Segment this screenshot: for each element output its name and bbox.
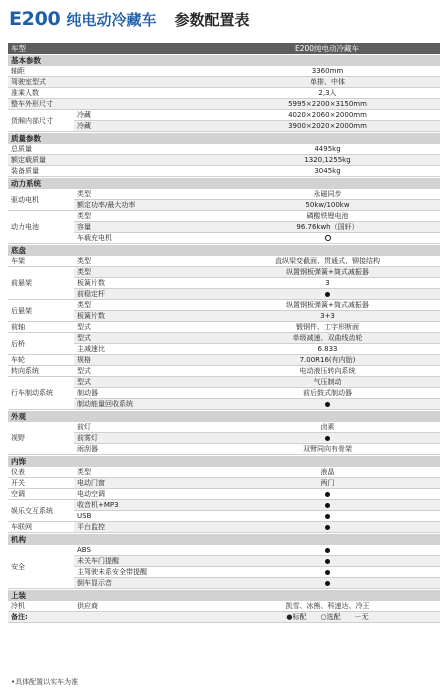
row-label: 制动能量回收系统 xyxy=(77,400,133,408)
group-label: 车架 xyxy=(8,256,74,267)
row-label: 雨刮器 xyxy=(77,445,98,453)
standard-mark xyxy=(215,500,440,510)
row-value: 纵置钢板弹簧+筒式减振器 xyxy=(286,268,369,276)
row-label: 装备质量 xyxy=(11,167,39,175)
row-value: 3+3 xyxy=(320,312,335,320)
row-value: 4495kg xyxy=(314,145,341,153)
row-label: 板簧片数 xyxy=(77,279,105,287)
row-label: 准乘人数 xyxy=(11,89,39,97)
row-group-switch xyxy=(8,478,440,489)
group-label: 仪表 xyxy=(8,467,74,478)
footnote: •具体配置以实车为准 xyxy=(11,678,79,686)
table-row xyxy=(74,233,440,244)
row-group-rear-suspension xyxy=(8,300,440,322)
row-value: 卤素 xyxy=(320,423,335,431)
row-value: 3045kg xyxy=(314,167,341,175)
legend-none: －无 xyxy=(354,613,369,621)
table-row xyxy=(74,511,440,522)
table-row xyxy=(74,211,440,222)
section-interior: 内饰 xyxy=(8,455,440,467)
table-row xyxy=(8,77,440,88)
group-label: 行车制动系统 xyxy=(8,377,74,410)
table-row xyxy=(74,545,440,556)
row-group-vision xyxy=(8,422,440,455)
row-value: 50kw/100kw xyxy=(305,201,350,209)
standard-mark xyxy=(215,545,440,555)
row-label: 未关车门提醒 xyxy=(77,557,119,565)
row-group-wheel xyxy=(8,355,440,366)
group-label: 车轮 xyxy=(8,355,74,366)
row-label: 轴距 xyxy=(11,67,25,75)
row-label: 类型 xyxy=(77,468,91,476)
standard-mark xyxy=(215,522,440,532)
row-group-brake xyxy=(8,377,440,410)
group-label: 安全 xyxy=(8,545,74,589)
table-row xyxy=(74,200,440,211)
group-label: 视野 xyxy=(8,422,74,455)
table-row xyxy=(74,344,440,355)
group-label: 车联网 xyxy=(8,522,74,533)
row-value: 3900×2020×2000mm xyxy=(288,122,367,130)
legend-optional: ○选配 xyxy=(320,613,341,621)
table-row xyxy=(74,189,440,200)
row-group-battery xyxy=(8,211,440,244)
section-safety: 机构 xyxy=(8,533,440,545)
page-title xyxy=(9,8,249,30)
group-label: 转向系统 xyxy=(8,366,74,377)
header-col-value: E200纯电动冷藏车 xyxy=(294,44,360,53)
row-value: 4020×2060×2000mm xyxy=(288,111,367,119)
table-row xyxy=(74,300,440,311)
row-label: 倒车显示音 xyxy=(77,579,112,587)
table-row xyxy=(8,66,440,77)
section-mass: 质量参数 xyxy=(8,132,440,144)
row-group-frame xyxy=(8,256,440,267)
group-label: 后桥 xyxy=(8,333,74,355)
group-label: 后悬架 xyxy=(8,300,74,322)
row-label: 额定载质量 xyxy=(11,156,46,164)
standard-mark xyxy=(215,578,440,588)
row-group-front-suspension xyxy=(8,267,440,300)
spec-table xyxy=(8,43,440,623)
table-row xyxy=(8,88,440,99)
table-row xyxy=(74,121,440,132)
row-label: 主减速比 xyxy=(77,345,105,353)
row-label: 整车外形尺寸 xyxy=(11,100,53,108)
row-value: 单级减速、双曲线齿轮 xyxy=(292,334,363,342)
row-label: 平台监控 xyxy=(77,523,105,531)
legend-row xyxy=(8,612,440,623)
table-row xyxy=(74,422,440,433)
table-row xyxy=(74,467,440,478)
table-row xyxy=(8,166,440,177)
table-row xyxy=(8,99,440,110)
row-label: 类型 xyxy=(77,190,91,198)
table-row xyxy=(74,522,440,533)
row-value: 气压制动 xyxy=(313,378,342,386)
section-body: 上装 xyxy=(8,589,440,601)
row-label: 类型 xyxy=(77,257,91,265)
table-row xyxy=(74,267,440,278)
row-value: 前后鼓式制动器 xyxy=(303,389,352,397)
table-row xyxy=(74,489,440,500)
row-label: 容量 xyxy=(77,223,91,231)
standard-mark xyxy=(215,567,440,577)
table-row xyxy=(8,155,440,166)
table-row xyxy=(74,567,440,578)
group-label: 开关 xyxy=(8,478,74,489)
row-value: 1320,1255kg xyxy=(304,156,351,164)
row-label: 前稳定杆 xyxy=(77,290,105,298)
row-value: 双臂同向有骨架 xyxy=(303,445,352,453)
row-value: 96.76kwh（国轩） xyxy=(296,223,359,231)
table-row xyxy=(74,355,440,366)
group-label: 前悬架 xyxy=(8,267,74,300)
table-row xyxy=(74,388,440,399)
group-label: 冷机 xyxy=(8,601,74,612)
row-group-iov xyxy=(8,522,440,533)
standard-mark xyxy=(215,433,440,443)
group-label: 娱乐交互系统 xyxy=(8,500,74,522)
row-label: 电动空调 xyxy=(77,490,105,498)
row-group-steering xyxy=(8,366,440,377)
row-value: 2,3人 xyxy=(318,89,337,97)
group-label: 动力电池 xyxy=(8,211,74,244)
legend-standard: ●标配 xyxy=(286,613,307,621)
row-value: 凯雪、冰熊、科速达、冷王 xyxy=(285,602,370,610)
row-value: 3360mm xyxy=(311,67,344,75)
row-value: 7.00R16(有内胎) xyxy=(299,356,356,364)
row-label: 类型 xyxy=(77,301,91,309)
group-label: 货厢内部尺寸 xyxy=(8,110,74,132)
standard-mark xyxy=(215,399,440,409)
standard-mark xyxy=(215,511,440,521)
row-label: 冷藏 xyxy=(77,122,91,130)
table-row xyxy=(8,144,440,155)
row-value: 磷酸铁锂电池 xyxy=(306,212,349,220)
group-label: 空调 xyxy=(8,489,74,500)
row-label: 型式 xyxy=(77,378,91,386)
row-label: 类型 xyxy=(77,268,91,276)
title-subtitle: 纯电动冷藏车 xyxy=(66,11,157,29)
table-row xyxy=(74,322,440,333)
table-row xyxy=(74,256,440,267)
legend-label: 备注: xyxy=(11,613,28,621)
row-value: 液晶 xyxy=(320,468,335,476)
table-row xyxy=(74,556,440,567)
row-value: 6.833 xyxy=(317,345,338,353)
row-label: 类型 xyxy=(77,212,91,220)
row-value: 直纵梁变截面、贯通式、铆接结构 xyxy=(275,257,380,265)
row-label: 制动器 xyxy=(77,389,98,397)
standard-mark xyxy=(215,489,440,499)
row-value: 锻钢件、工字形断面 xyxy=(296,323,359,331)
row-group-safety xyxy=(8,545,440,589)
row-label: USB xyxy=(77,512,92,520)
table-row xyxy=(74,222,440,233)
section-basic: 基本参数 xyxy=(8,54,440,66)
row-label: ABS xyxy=(77,546,91,554)
row-value: 5995×2200×3150mm xyxy=(288,100,367,108)
row-label: 冷藏 xyxy=(77,111,91,119)
table-row xyxy=(74,500,440,511)
section-exterior: 外观 xyxy=(8,410,440,422)
section-chassis: 底盘 xyxy=(8,244,440,256)
row-label: 规格 xyxy=(77,356,91,364)
table-row xyxy=(74,601,440,612)
row-label: 主驾驶未系安全带提醒 xyxy=(77,568,147,576)
group-label: 驱动电机 xyxy=(8,189,74,211)
row-group-motor xyxy=(8,189,440,211)
row-label: 车载充电机 xyxy=(77,234,112,242)
table-row xyxy=(74,278,440,289)
title-model: E200 xyxy=(9,8,61,30)
row-label: 总质量 xyxy=(11,145,32,153)
table-row xyxy=(74,311,440,322)
table-row xyxy=(74,433,440,444)
row-label: 型式 xyxy=(77,367,91,375)
row-value: 单排、中体 xyxy=(310,78,345,86)
table-row xyxy=(74,333,440,344)
row-value: 纵置钢板弹簧+筒式减振器 xyxy=(286,301,369,309)
row-label: 前雾灯 xyxy=(77,434,98,442)
table-row xyxy=(74,444,440,455)
row-label: 驾驶室型式 xyxy=(11,78,46,86)
legend xyxy=(215,612,440,622)
table-row xyxy=(74,399,440,410)
row-group-ac xyxy=(8,489,440,500)
row-group-meter xyxy=(8,467,440,478)
row-label: 板簧片数 xyxy=(77,312,105,320)
section-power: 动力系统 xyxy=(8,177,440,189)
row-label: 供应商 xyxy=(77,602,98,610)
row-label: 型式 xyxy=(77,323,91,331)
row-group-rear-axle xyxy=(8,333,440,355)
row-group-cargo xyxy=(8,110,440,132)
row-value: 永磁同步 xyxy=(313,190,342,198)
title-document-name: 参数配置表 xyxy=(174,11,250,29)
row-group-media xyxy=(8,500,440,522)
header-col-model: 车型 xyxy=(11,44,26,53)
optional-mark xyxy=(215,233,440,243)
row-group-refrigeration xyxy=(8,601,440,612)
row-label: 额定功率/最大功率 xyxy=(77,201,136,209)
group-label: 前轴 xyxy=(8,322,74,333)
row-group-front-axle xyxy=(8,322,440,333)
table-row xyxy=(74,366,440,377)
table-row xyxy=(74,110,440,121)
table-row xyxy=(74,377,440,388)
standard-mark xyxy=(215,289,440,299)
table-row xyxy=(74,478,440,489)
row-value: 3 xyxy=(325,279,330,287)
row-value: 电动液压转向系统 xyxy=(299,367,356,375)
table-row xyxy=(74,289,440,300)
table-header xyxy=(8,43,440,54)
standard-mark xyxy=(215,556,440,566)
row-label: 电动门窗 xyxy=(77,479,105,487)
row-value: 两门 xyxy=(320,479,335,487)
row-label: 前灯 xyxy=(77,423,91,431)
table-row xyxy=(74,578,440,589)
row-label: 收音机+MP3 xyxy=(77,501,119,509)
row-label: 型式 xyxy=(77,334,91,342)
